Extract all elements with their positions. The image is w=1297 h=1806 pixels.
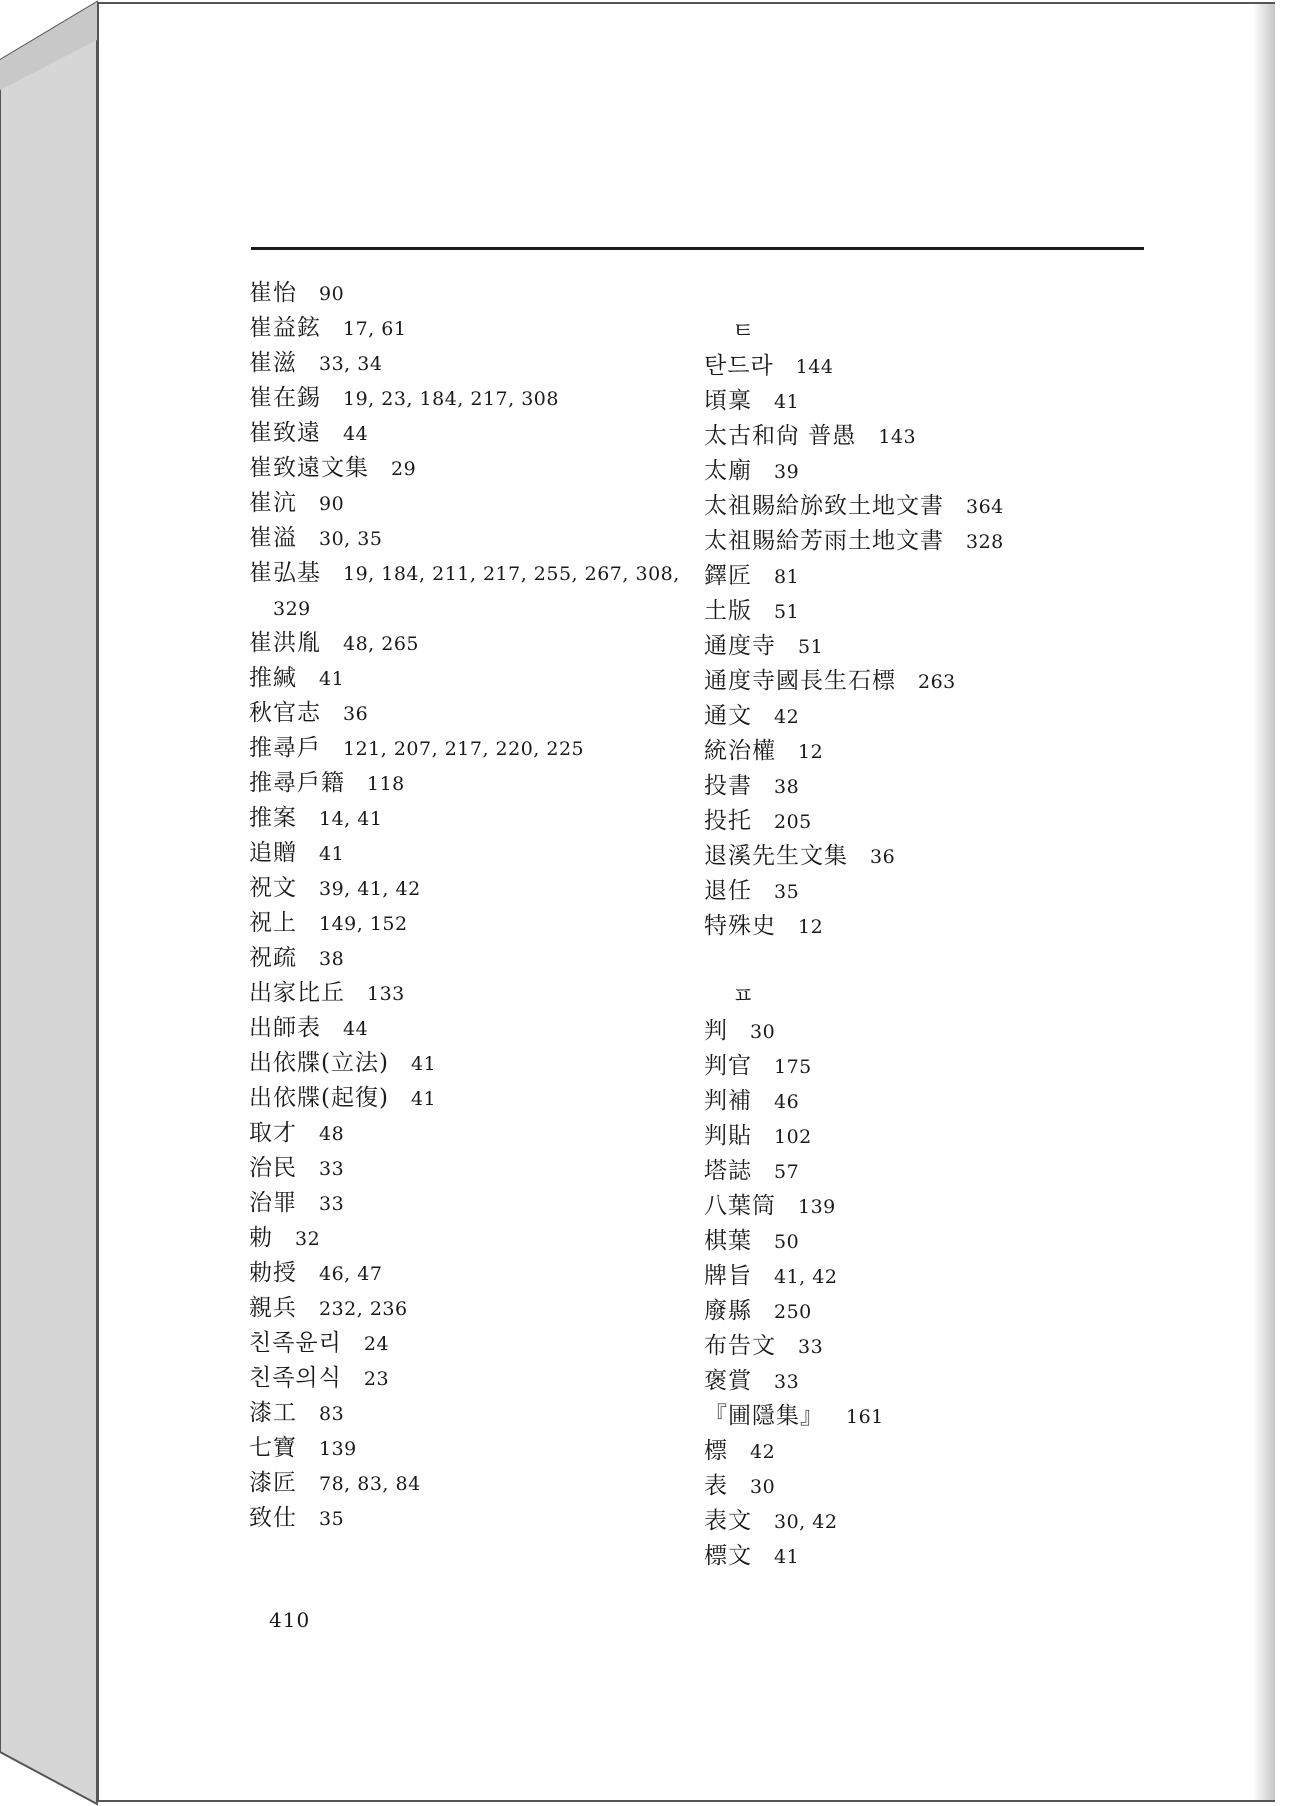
index-term: 標文 [704,1543,752,1569]
index-term: 出師表 [249,1015,321,1041]
index-term: 布告文 [704,1333,776,1359]
index-pages: 38 [774,776,800,798]
index-term: 致仕 [249,1505,297,1531]
index-term: 太祖賜給芳雨土地文書 [704,528,944,554]
index-entry [249,836,719,871]
index-entry [249,1431,719,1466]
index-term: 治民 [249,1155,297,1181]
index-entry [249,591,719,626]
index-pages: 263 [918,671,956,693]
index-entry [249,731,719,766]
index-term: 表文 [704,1508,752,1534]
index-entry [704,839,1174,874]
index-entry [704,1294,1174,1329]
index-entry [704,1049,1174,1084]
index-term: 勅 [249,1225,273,1251]
index-entry [704,804,1174,839]
index-entry [249,1291,719,1326]
index-term: 탄드라 [704,353,774,379]
header-rule [251,247,1144,250]
index-term: 漆匠 [249,1470,297,1496]
index-term: 推案 [249,805,297,831]
index-term: 崔怡 [249,280,297,306]
index-pages: 250 [774,1301,812,1323]
index-pages: 29 [391,458,417,480]
index-pages: 144 [795,356,834,378]
index-term: 投書 [704,773,752,799]
index-term: 親兵 [249,1295,297,1321]
left-index-column [249,276,719,1536]
index-pages: 133 [367,983,405,1005]
index-term: 太廟 [704,458,752,484]
index-entry [704,629,1174,664]
index-entry [249,451,719,486]
index-entry [249,1011,719,1046]
index-pages: 42 [750,1441,776,1463]
index-pages: 121, 207, 217, 220, 225 [343,738,585,760]
index-term: 秋官志 [249,700,321,726]
index-term: 治罪 [249,1190,297,1216]
index-term: 勅授 [249,1260,297,1286]
index-term: 崔致遠文集 [249,455,369,481]
index-pages: 143 [878,426,917,448]
index-term: 崔洪胤 [249,630,321,656]
index-pages: 36 [870,846,896,868]
index-term: 投托 [704,808,752,834]
index-pages: 33 [798,1336,824,1358]
index-entry [704,1399,1174,1434]
index-pages: 39 [774,461,800,483]
index-term: 土版 [704,598,752,624]
index-term: 崔滋 [249,350,297,376]
index-term: 八葉筒 [704,1193,776,1219]
index-term: 判補 [704,1088,752,1114]
index-entry [249,1361,719,1396]
index-term: 祝上 [249,910,297,936]
index-pages: 33, 34 [319,353,383,375]
index-entry [249,1116,719,1151]
index-pages: 139 [319,1438,357,1460]
index-pages: 42 [774,706,800,728]
index-pages: 149, 152 [319,913,408,935]
index-entry [249,1466,719,1501]
index-entry [704,349,1174,384]
index-pages: 232, 236 [319,1298,408,1320]
index-term: 崔沆 [249,490,297,516]
index-pages: 44 [343,1018,369,1040]
index-term: 廢縣 [704,1298,752,1324]
index-pages: 41 [774,1546,800,1568]
index-entry [249,801,719,836]
index-pages: 57 [774,1161,800,1183]
index-pages: 12 [798,916,824,938]
index-pages: 30, 42 [774,1511,838,1533]
index-entry [704,1154,1174,1189]
index-pages: 41 [410,1053,437,1075]
index-pages: 161 [846,1406,884,1428]
index-term: 鐸匠 [704,563,752,589]
index-term: 出依牒(立法) [249,1050,389,1076]
index-term: 崔在錫 [249,385,321,411]
index-term: 出家比丘 [249,980,345,1006]
index-term: 判貼 [704,1123,752,1149]
index-pages: 48, 265 [343,633,420,655]
index-term: 牌旨 [704,1263,752,1289]
index-entry [704,1014,1174,1049]
index-entry [249,521,719,556]
index-entry [704,699,1174,734]
index-pages: 23 [363,1368,390,1390]
index-term: 退任 [704,878,752,904]
index-entry [249,1186,719,1221]
index-entry [704,1224,1174,1259]
index-term: 通度寺國長生石標 [704,668,896,694]
index-pages: 41 [319,843,345,865]
index-entry [704,524,1174,559]
index-entry [249,1396,719,1431]
index-term: 通文 [704,703,752,729]
index-pages: 205 [774,811,812,833]
index-entry [249,1501,719,1536]
index-pages: 51 [798,636,824,658]
index-entry [704,1259,1174,1294]
index-entry [249,1151,719,1186]
index-entry [249,486,719,521]
index-pages: 51 [774,601,800,623]
index-entry [704,1469,1174,1504]
index-pages: 30 [750,1021,776,1043]
index-pages: 50 [774,1231,800,1253]
index-term: 判 [704,1018,728,1044]
index-entry [249,1081,719,1116]
index-entry [249,346,719,381]
index-pages: 118 [367,773,405,795]
index-pages: 90 [319,283,345,305]
index-pages: 46 [774,1091,800,1113]
index-entry [704,1504,1174,1539]
index-pages: 48 [319,1123,345,1145]
index-term: 表 [704,1473,728,1499]
index-term: 標 [704,1438,728,1464]
index-term: 統治權 [704,738,776,764]
index-entry [704,734,1174,769]
index-term: 取才 [249,1120,297,1146]
index-pages: 44 [343,423,369,445]
index-pages: 14, 41 [319,808,383,830]
index-entry [249,976,719,1011]
index-term: 七寶 [249,1435,297,1461]
index-entry [704,1434,1174,1469]
index-pages: 81 [774,566,800,588]
index-entry [704,769,1174,804]
index-pages: 328 [966,531,1004,553]
index-entry [704,874,1174,909]
index-pages: 35 [774,881,800,903]
index-entry [249,696,719,731]
right-index-column [704,314,1174,1574]
page-number: 410 [269,1608,311,1632]
index-pages: 19, 23, 184, 217, 308 [343,388,559,410]
index-term: 崔弘基 [249,560,321,586]
index-pages: 78, 83, 84 [319,1473,421,1495]
index-term: 崔致遠 [249,420,321,446]
index-entry [704,594,1174,629]
index-term: 推尋戶籍 [249,770,345,796]
index-entry [704,1084,1174,1119]
index-term: 祝疏 [249,945,297,971]
index-term: 崔益鉉 [249,315,321,341]
index-term: 祝文 [249,875,297,901]
index-pages: 83 [319,1403,345,1425]
index-entry [704,419,1174,454]
index-term: 太祖賜給旀致土地文書 [704,493,944,519]
index-pages: 36 [343,703,369,725]
index-term: 通度寺 [704,633,776,659]
index-entry [249,1256,719,1291]
index-pages: 30, 35 [319,528,383,550]
index-term: 判官 [704,1053,752,1079]
index-pages: 175 [774,1056,812,1078]
index-pages: 33 [774,1371,800,1393]
index-term: 頃稟 [704,388,752,414]
index-term: 『圃隱集』 [704,1403,824,1429]
index-entry [704,384,1174,419]
page-edge-shadow [1253,4,1275,1800]
index-term: 推緘 [249,665,297,691]
index-pages: 41 [774,391,800,413]
index-pages: 33 [319,1158,345,1180]
index-pages: 41, 42 [774,1266,838,1288]
index-entry [704,1119,1174,1154]
index-entry [704,1329,1174,1364]
index-entry [249,626,719,661]
index-term: 崔溢 [249,525,297,551]
index-entry [249,661,719,696]
index-term: 친족윤리 [249,1330,342,1356]
index-pages: 30 [750,1476,776,1498]
index-pages: 17, 61 [343,318,407,340]
index-entry [704,1539,1174,1574]
index-term: 特殊史 [704,913,776,939]
index-term: 推尋戶 [249,735,321,761]
index-pages: 102 [774,1126,812,1148]
index-entry [249,1326,719,1361]
index-entry [249,556,719,591]
section-letter: ㅍ [732,983,755,1009]
index-pages: 46, 47 [319,1263,383,1285]
index-term: 漆工 [249,1400,297,1426]
index-entry [249,311,719,346]
index-entry [249,906,719,941]
index-entry [249,871,719,906]
index-entry [249,1046,719,1081]
index-entry [704,664,1174,699]
index-term: 退溪先生文集 [704,843,848,869]
index-pages: 24 [363,1333,390,1355]
index-entry [249,941,719,976]
index-pages: 35 [319,1508,345,1530]
index-entry [249,276,719,311]
index-entry [249,416,719,451]
index-pages: 12 [798,741,824,763]
index-term: 褒賞 [704,1368,752,1394]
index-entry [704,909,1174,944]
index-pages: 139 [798,1196,836,1218]
index-term: 追贈 [249,840,297,866]
index-entry [704,1364,1174,1399]
index-pages: 39, 41, 42 [319,878,421,900]
index-entry [704,454,1174,489]
index-term: 棋葉 [704,1228,752,1254]
index-pages: 33 [319,1193,345,1215]
index-term: 친족의식 [249,1365,342,1391]
index-pages: 41 [410,1088,437,1110]
index-entry [704,559,1174,594]
index-entry [249,766,719,801]
index-pages: 364 [966,496,1004,518]
index-pages: 19, 184, 211, 217, 255, 267, 308, [343,563,680,585]
index-term: 塔誌 [704,1158,752,1184]
index-entry [249,1221,719,1256]
section-letter: ㅌ [732,318,755,344]
index-pages: 32 [295,1228,321,1250]
index-pages: 90 [319,493,345,515]
section-gap [704,944,1174,979]
index-pages: 41 [319,668,345,690]
index-pages: 329 [273,598,311,620]
index-entry [704,489,1174,524]
index-entry [704,1189,1174,1224]
index-page [97,2,1275,1802]
index-term: 出依牒(起復) [249,1085,389,1111]
index-entry [249,381,719,416]
index-pages: 38 [319,948,345,970]
index-term: 太古和尙 普愚 [704,423,857,449]
